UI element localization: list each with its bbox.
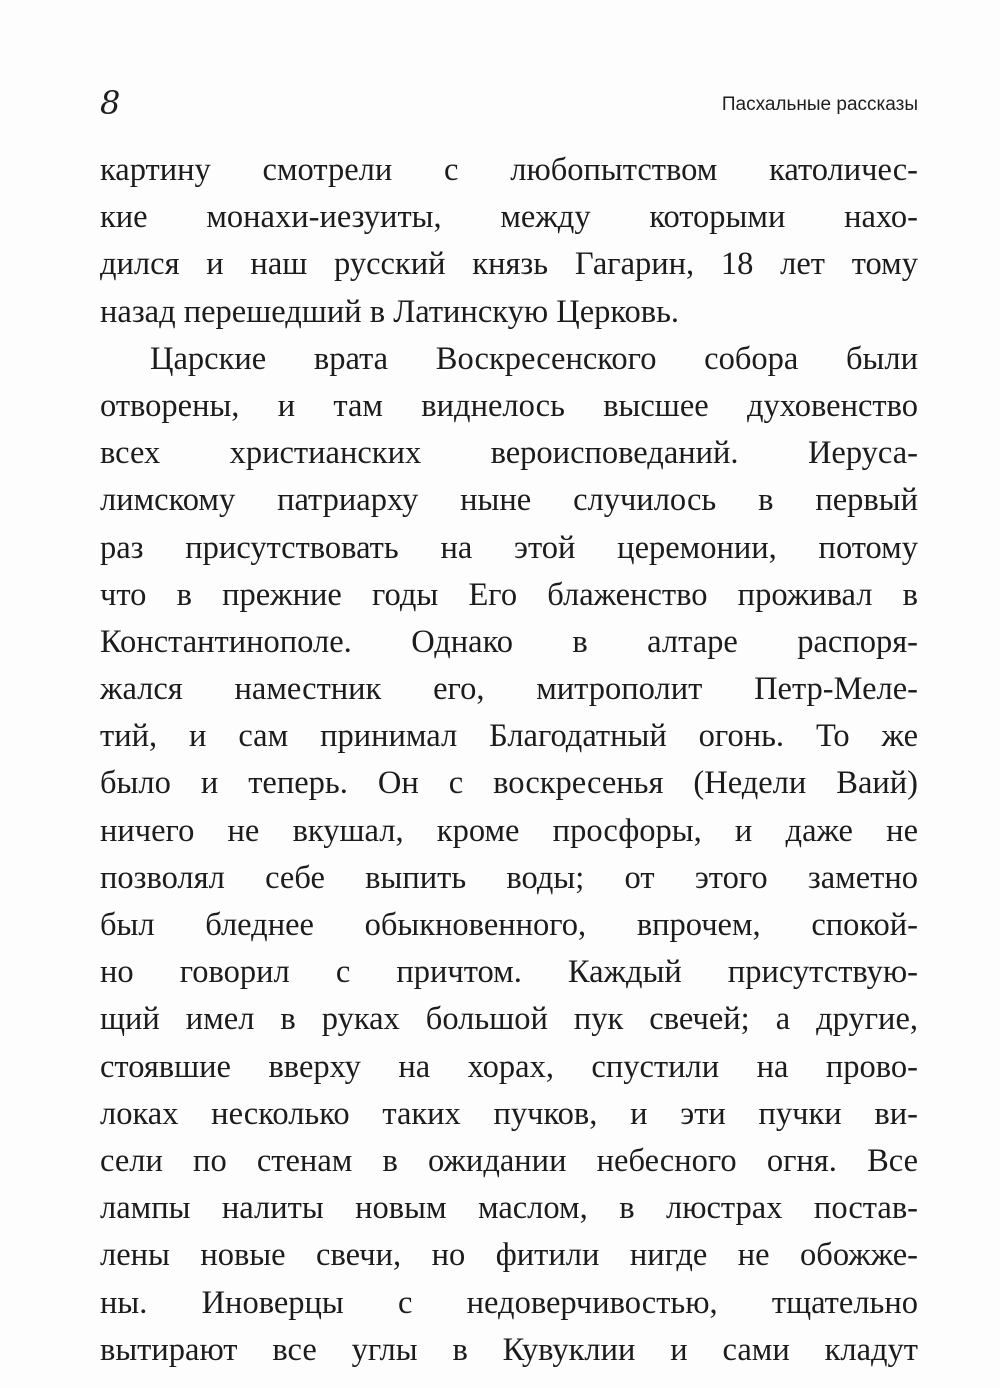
- text-line: сели по стенам в ожидании небесного огня. Все: [100, 1142, 918, 1179]
- text-line: что в прежние годы Его блаженство проживал в: [100, 576, 918, 613]
- text-line: кие монахи-иезуиты, между которыми нахо-: [100, 199, 918, 236]
- text-line: лампы налиты новым маслом, в люстрах постав-: [100, 1190, 918, 1227]
- text-line: дился и наш русский князь Гагарин, 18 лет тому: [100, 246, 918, 283]
- text-line: лимскому патриарху ныне случилось в первый: [100, 482, 918, 519]
- text-line: Константинополе. Однако в алтаре распоря-: [100, 623, 918, 660]
- text-line: вытирают все углы в Кувуклии и сами кладут: [100, 1331, 918, 1368]
- text-line: лены новые свечи, но фитили нигде не обожже-: [100, 1237, 918, 1274]
- text-line: было и теперь. Он с воскресенья (Недели Ваий): [100, 765, 918, 802]
- paragraph-first-line: Царские врата Воскресенского собора были: [150, 340, 918, 377]
- page-number: 8: [100, 84, 121, 122]
- text-line: назад перешедший в Латинскую Церковь.: [100, 293, 680, 330]
- text-line: ничего не вкушал, кроме просфоры, и даже не: [100, 812, 918, 849]
- text-line: но говорил с причтом. Каждый присутствую-: [100, 954, 918, 991]
- text-line: картину смотрели с любопытством католичес-: [100, 152, 918, 188]
- text-line: ны. Иноверцы с недоверчивостью, тщательно: [100, 1284, 918, 1321]
- text-line: жался наместник его, митрополит Петр-Меле-: [100, 671, 918, 708]
- running-head: [100, 84, 918, 124]
- text-line: щий имел в руках большой пук свечей; а другие,: [100, 1001, 918, 1038]
- running-title: Пасхальные рассказы: [721, 94, 918, 115]
- text-line: раз присутствовать на этой церемонии, потому: [100, 529, 918, 566]
- text-line: был бледнее обыкновенного, впрочем, спокой-: [100, 907, 918, 943]
- text-line: стоявшие вверху на хорах, спустили на прово-: [100, 1048, 918, 1085]
- body-text: [100, 147, 918, 1374]
- text-line: локах несколько таких пучков, и эти пучки ви-: [100, 1095, 918, 1132]
- text-line: тий, и сам принимал Благодатный огонь. То же: [100, 718, 918, 755]
- text-line: отворены, и там виднелось высшее духовенство: [100, 387, 918, 424]
- text-line: всех христианских вероисповеданий. Иеруса-: [100, 435, 918, 472]
- text-line: позволял себе выпить воды; от этого заметно: [100, 859, 918, 896]
